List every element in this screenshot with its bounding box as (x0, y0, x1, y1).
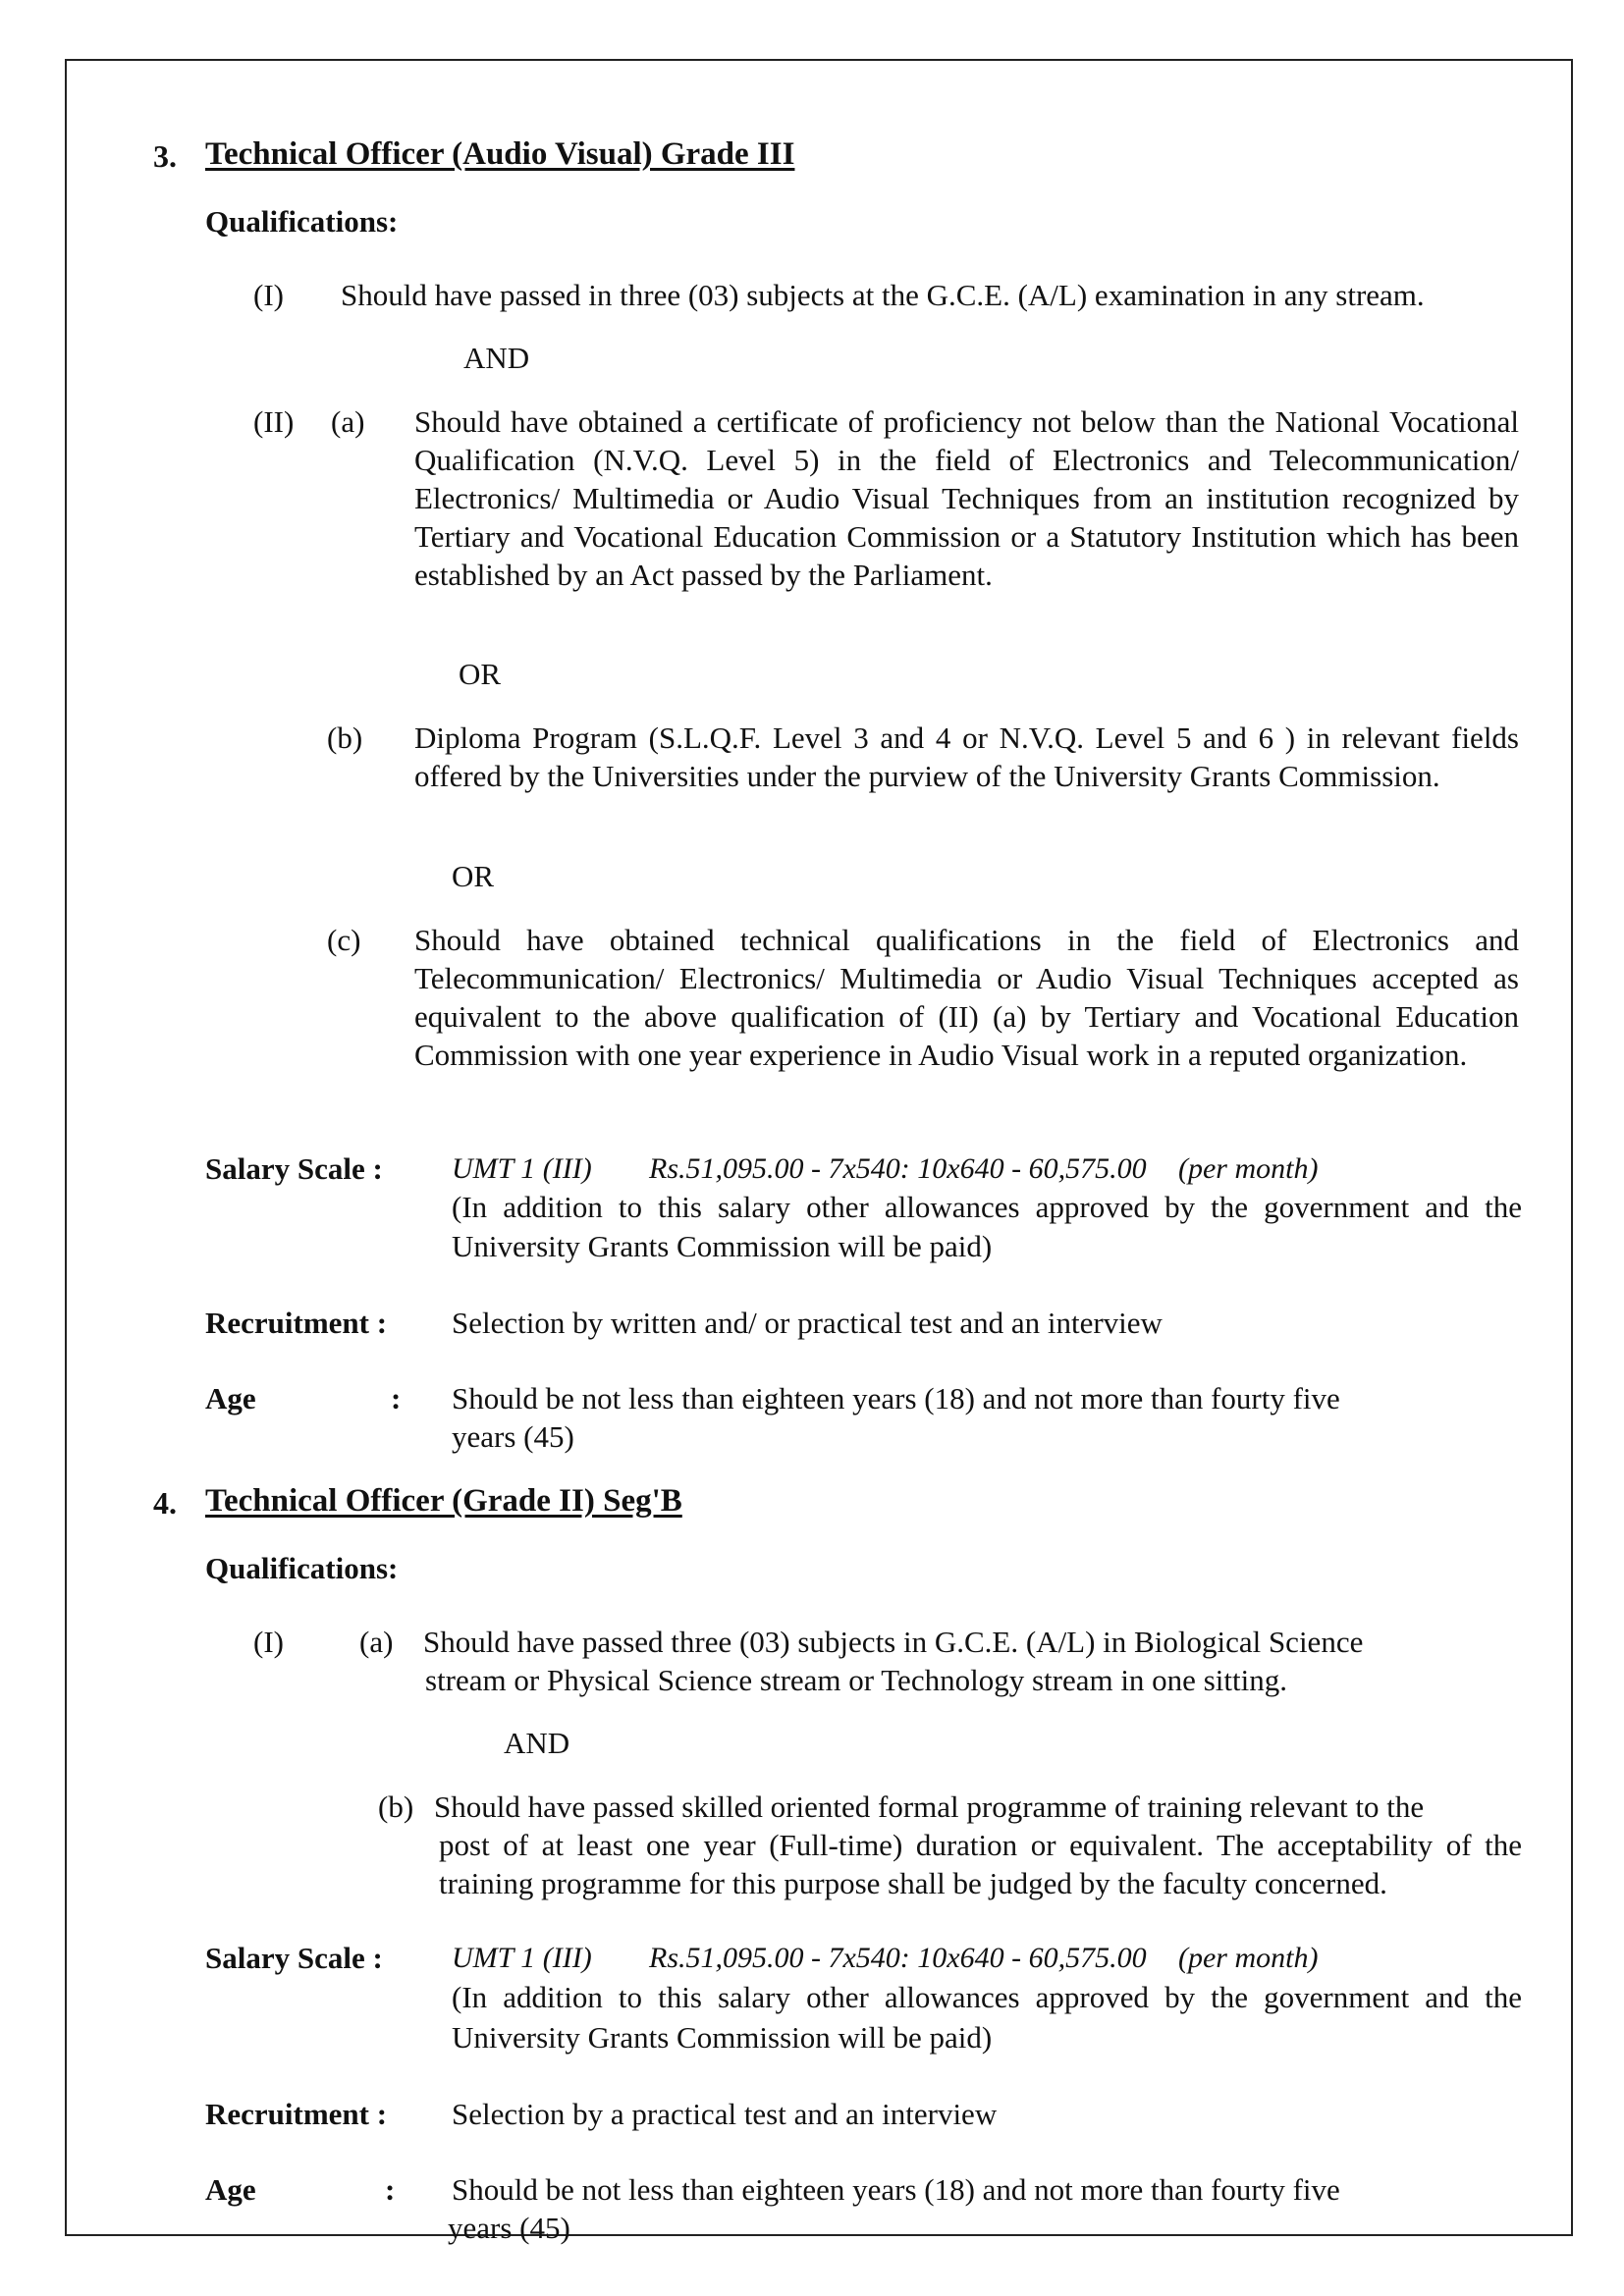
s3-salary-range: Rs.51,095.00 - 7x540: 10x640 - 60,575.00 (649, 1152, 1147, 1185)
s3-salary-period: (per month) (1178, 1152, 1319, 1185)
s4-item-a-line2: stream or Physical Science stream or Technology stream in one sitting. (425, 1663, 1287, 1697)
s3-item-c-label: (c) (327, 923, 361, 957)
s3-item-ii-label: (II) (253, 404, 295, 439)
s3-item-a-label: (a) (331, 404, 365, 439)
s4-salary-label: Salary Scale : (205, 1941, 383, 1975)
s3-salary-note: (In addition to this salary other allowances approved by the government and the University Grants Commission will be paid) (452, 1190, 1522, 1263)
section-3-title: Technical Officer (Audio Visual) Grade III (205, 136, 795, 172)
s3-and: AND (463, 341, 530, 375)
s3-or-1: OR (459, 657, 502, 691)
s3-age-colon: : (391, 1381, 402, 1415)
s3-or-2: OR (452, 859, 495, 893)
s3-item-b-text: Diploma Program (S.L.Q.F. Level 3 and 4 or N.V.Q. Level 5 and 6 ) in relevant fields offered by the Universities under the purview of the University Grants Commission. (414, 721, 1519, 793)
s4-item-a-label: (a) (359, 1625, 394, 1659)
section-4-title: Technical Officer (Grade II) Seg'B (205, 1483, 682, 1519)
s4-salary-note: (In addition to this salary other allowances approved by the government and the University Grants Commission will be paid) (452, 1980, 1522, 2055)
s3-age-line2: years (45) (452, 1419, 574, 1454)
s3-recruitment-label: Recruitment : (205, 1306, 388, 1340)
s4-age-line1: Should be not less than eighteen years (18) and not more than fourty five (452, 2172, 1340, 2207)
s3-item-c-text: Should have obtained technical qualifications in the field of Electronics and Telecommunication/ Electronics/ Multimedia or Audio Visual Techniques accepted as equivalent to the above qualification of (II) (a) by Tertiary and Vocational Education Commission with one year experience in Audio Visual work in a reputed organization. (414, 923, 1519, 1072)
s4-recruitment-label: Recruitment : (205, 2097, 388, 2131)
s4-age-colon: : (385, 2172, 396, 2207)
s3-age-line1: Should be not less than eighteen years (18) and not more than fourty five (452, 1381, 1340, 1415)
s3-item-b-label: (b) (327, 721, 363, 755)
s4-recruitment-text: Selection by a practical test and an interview (452, 2097, 998, 2131)
s3-age-label: Age (205, 1381, 256, 1415)
s4-age-label: Age (205, 2172, 256, 2207)
section-4-number: 4. (153, 1485, 177, 1521)
s3-item-i-label: (I) (253, 278, 284, 312)
s4-item-a-line1: Should have passed three (03) subjects in G.C.E. (A/L) in Biological Science (423, 1625, 1364, 1659)
s3-item-i-text: Should have passed in three (03) subjects at the G.C.E. (A/L) examination in any stream. (341, 278, 1425, 312)
section-4-qualifications-label: Qualifications: (205, 1551, 399, 1585)
s4-item-b-rest: post of at least one year (Full-time) duration or equivalent. The acceptability of the training programme for this purpose shall be judged by the faculty concerned. (439, 1828, 1522, 1900)
s4-salary-grade: UMT 1 (III) (452, 1942, 592, 1974)
s4-item-b-label: (b) (378, 1789, 414, 1824)
s4-age-line2: years (45) (448, 2211, 570, 2245)
s3-salary-label: Salary Scale : (205, 1151, 383, 1186)
section-3-qualifications-label: Qualifications: (205, 204, 399, 239)
s3-item-a-text: Should have obtained a certificate of proficiency not below than the National Vocational Qualification (N.V.Q. Level 5) in the field of Electronics and Telecommunication/ Electronics/ Multimedia or Audio Visual Techniques from an institution recognized by Tertiary and Vocational Education Commission or a Statutory Institution which has been established by an Act passed by the Parliament. (414, 404, 1519, 592)
page-border (65, 59, 1573, 2236)
s3-recruitment-text: Selection by written and/ or practical test and an interview (452, 1306, 1163, 1340)
s4-item-i-label: (I) (253, 1625, 284, 1659)
s4-and: AND (504, 1726, 570, 1760)
s4-item-b-line1: Should have passed skilled oriented formal programme of training relevant to the (434, 1789, 1425, 1824)
s3-salary-grade: UMT 1 (III) (452, 1152, 592, 1185)
s4-salary-range: Rs.51,095.00 - 7x540: 10x640 - 60,575.00 (649, 1942, 1147, 1974)
s4-salary-period: (per month) (1178, 1942, 1319, 1974)
section-3-number: 3. (153, 138, 177, 174)
